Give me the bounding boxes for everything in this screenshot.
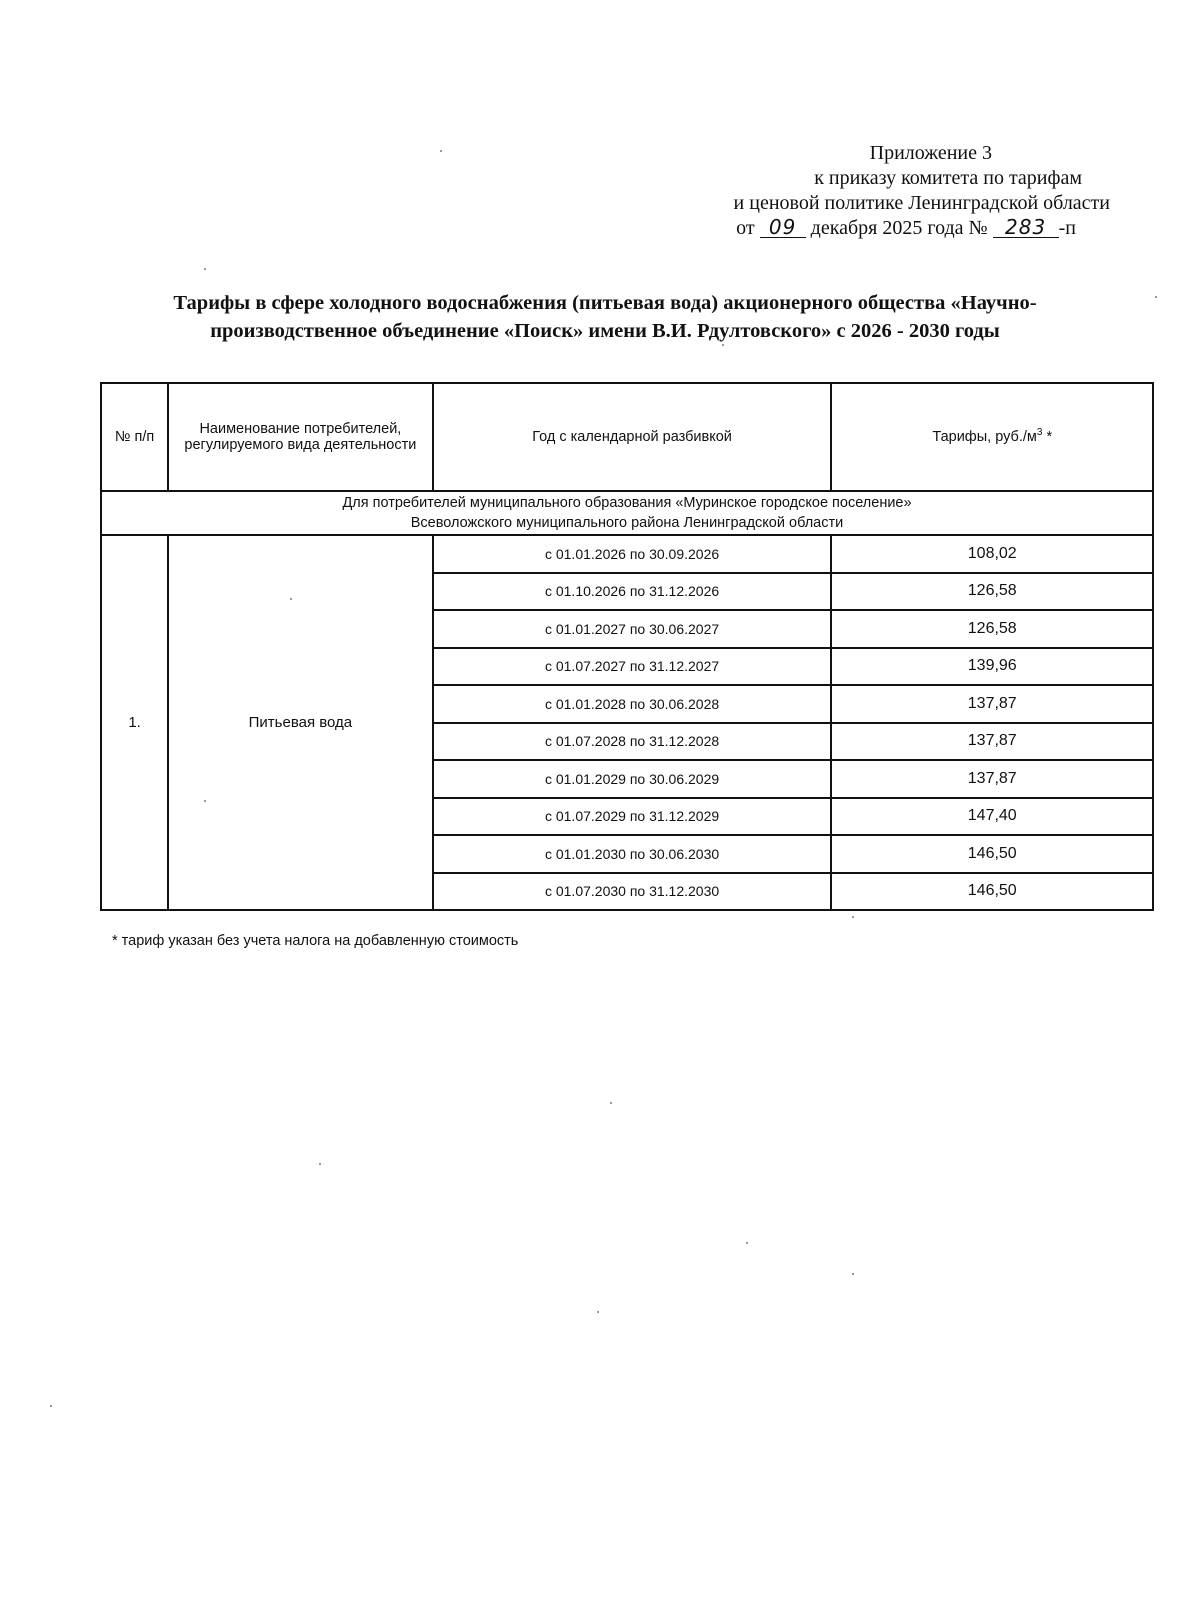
period-cell: с 01.10.2026 по 31.12.2026 bbox=[433, 573, 832, 611]
scan-speck bbox=[722, 344, 724, 346]
scan-speck bbox=[204, 268, 206, 270]
tariff-value-cell: 108,02 bbox=[831, 535, 1153, 573]
tariff-value-cell: 137,87 bbox=[831, 685, 1153, 723]
period-cell: с 01.07.2027 по 31.12.2027 bbox=[433, 648, 832, 686]
tariff-value-cell: 147,40 bbox=[831, 798, 1153, 836]
order-number-suffix: -п bbox=[1058, 217, 1076, 239]
item-number-cell: 1. bbox=[101, 535, 168, 910]
header-tariff bbox=[831, 383, 1153, 491]
appendix-number: Приложение 3 bbox=[869, 142, 992, 164]
header-period: Год с календарной разбивкой bbox=[433, 383, 832, 491]
consumer-group-row bbox=[101, 491, 1153, 535]
period-cell: с 01.01.2028 по 30.06.2028 bbox=[433, 685, 832, 723]
header-tariff-sup: 3 bbox=[1036, 427, 1043, 439]
period-cell: с 01.01.2026 по 30.09.2026 bbox=[433, 535, 832, 573]
order-date-middle: декабря 2025 года № bbox=[810, 217, 988, 239]
period-cell: с 01.01.2029 по 30.06.2029 bbox=[433, 760, 832, 798]
tariff-value-cell: 126,58 bbox=[831, 573, 1153, 611]
tariff-value-cell: 126,58 bbox=[831, 610, 1153, 648]
scan-speck bbox=[204, 800, 206, 802]
order-day-handwritten: 09 bbox=[760, 217, 806, 238]
header-number: № п/п bbox=[101, 383, 168, 491]
tariff-value-cell: 139,96 bbox=[831, 648, 1153, 686]
table-row bbox=[101, 535, 1153, 573]
appendix-order-reference: к приказу комитета по тарифам bbox=[814, 167, 1082, 189]
scan-speck bbox=[597, 1311, 599, 1313]
header-consumer: Наименование потребителей, регулируемого вида деятельности bbox=[168, 383, 433, 491]
appendix-committee: и ценовой политике Ленинградской области bbox=[733, 192, 1110, 214]
header-tariff-label: Тарифы, руб./м bbox=[932, 429, 1037, 445]
tariff-value-cell: 146,50 bbox=[831, 873, 1153, 911]
tariff-table bbox=[100, 382, 1154, 911]
period-cell: с 01.01.2030 по 30.06.2030 bbox=[433, 835, 832, 873]
scan-speck bbox=[319, 1163, 321, 1165]
consumer-group-cell bbox=[101, 491, 1153, 535]
tariff-value-cell: 146,50 bbox=[831, 835, 1153, 873]
header-tariff-mark: * bbox=[1046, 429, 1053, 445]
scan-speck bbox=[852, 1273, 854, 1275]
scan-speck bbox=[440, 150, 442, 152]
scan-speck bbox=[610, 1102, 612, 1104]
period-cell: с 01.07.2028 по 31.12.2028 bbox=[433, 723, 832, 761]
appendix-order-date bbox=[650, 216, 1110, 241]
period-cell: с 01.07.2029 по 31.12.2029 bbox=[433, 798, 832, 836]
consumer-group-line-2: Всеволожского муниципального района Ленинградской области bbox=[410, 515, 844, 531]
appendix-header bbox=[650, 141, 1110, 241]
consumer-group-line-1: Для потребителей муниципального образования «Муринское городское поселение» bbox=[342, 495, 912, 511]
document-title-line-1: Тарифы в сфере холодного водоснабжения (питьевая вода) акционерного общества «Научно- bbox=[173, 292, 1037, 314]
document-title bbox=[100, 289, 1110, 345]
scan-speck bbox=[852, 916, 854, 918]
period-cell: с 01.01.2027 по 30.06.2027 bbox=[433, 610, 832, 648]
scan-speck bbox=[290, 598, 292, 600]
order-date-prefix: от bbox=[736, 217, 755, 239]
document-title-line-2: производственное объединение «Поиск» имени В.И. Рдултовского» с 2026 - 2030 годы bbox=[210, 320, 1000, 342]
scan-speck bbox=[1155, 296, 1157, 298]
item-name-cell: Питьевая вода bbox=[168, 535, 433, 910]
period-cell: с 01.07.2030 по 31.12.2030 bbox=[433, 873, 832, 911]
order-number-handwritten: 283 bbox=[993, 217, 1059, 238]
tariff-value-cell: 137,87 bbox=[831, 760, 1153, 798]
table-header-row bbox=[101, 383, 1153, 491]
tariff-value-cell: 137,87 bbox=[831, 723, 1153, 761]
scan-speck bbox=[50, 1405, 52, 1407]
footnote: * тариф указан без учета налога на добавленную стоимость bbox=[112, 933, 519, 949]
scan-speck bbox=[746, 1242, 748, 1244]
